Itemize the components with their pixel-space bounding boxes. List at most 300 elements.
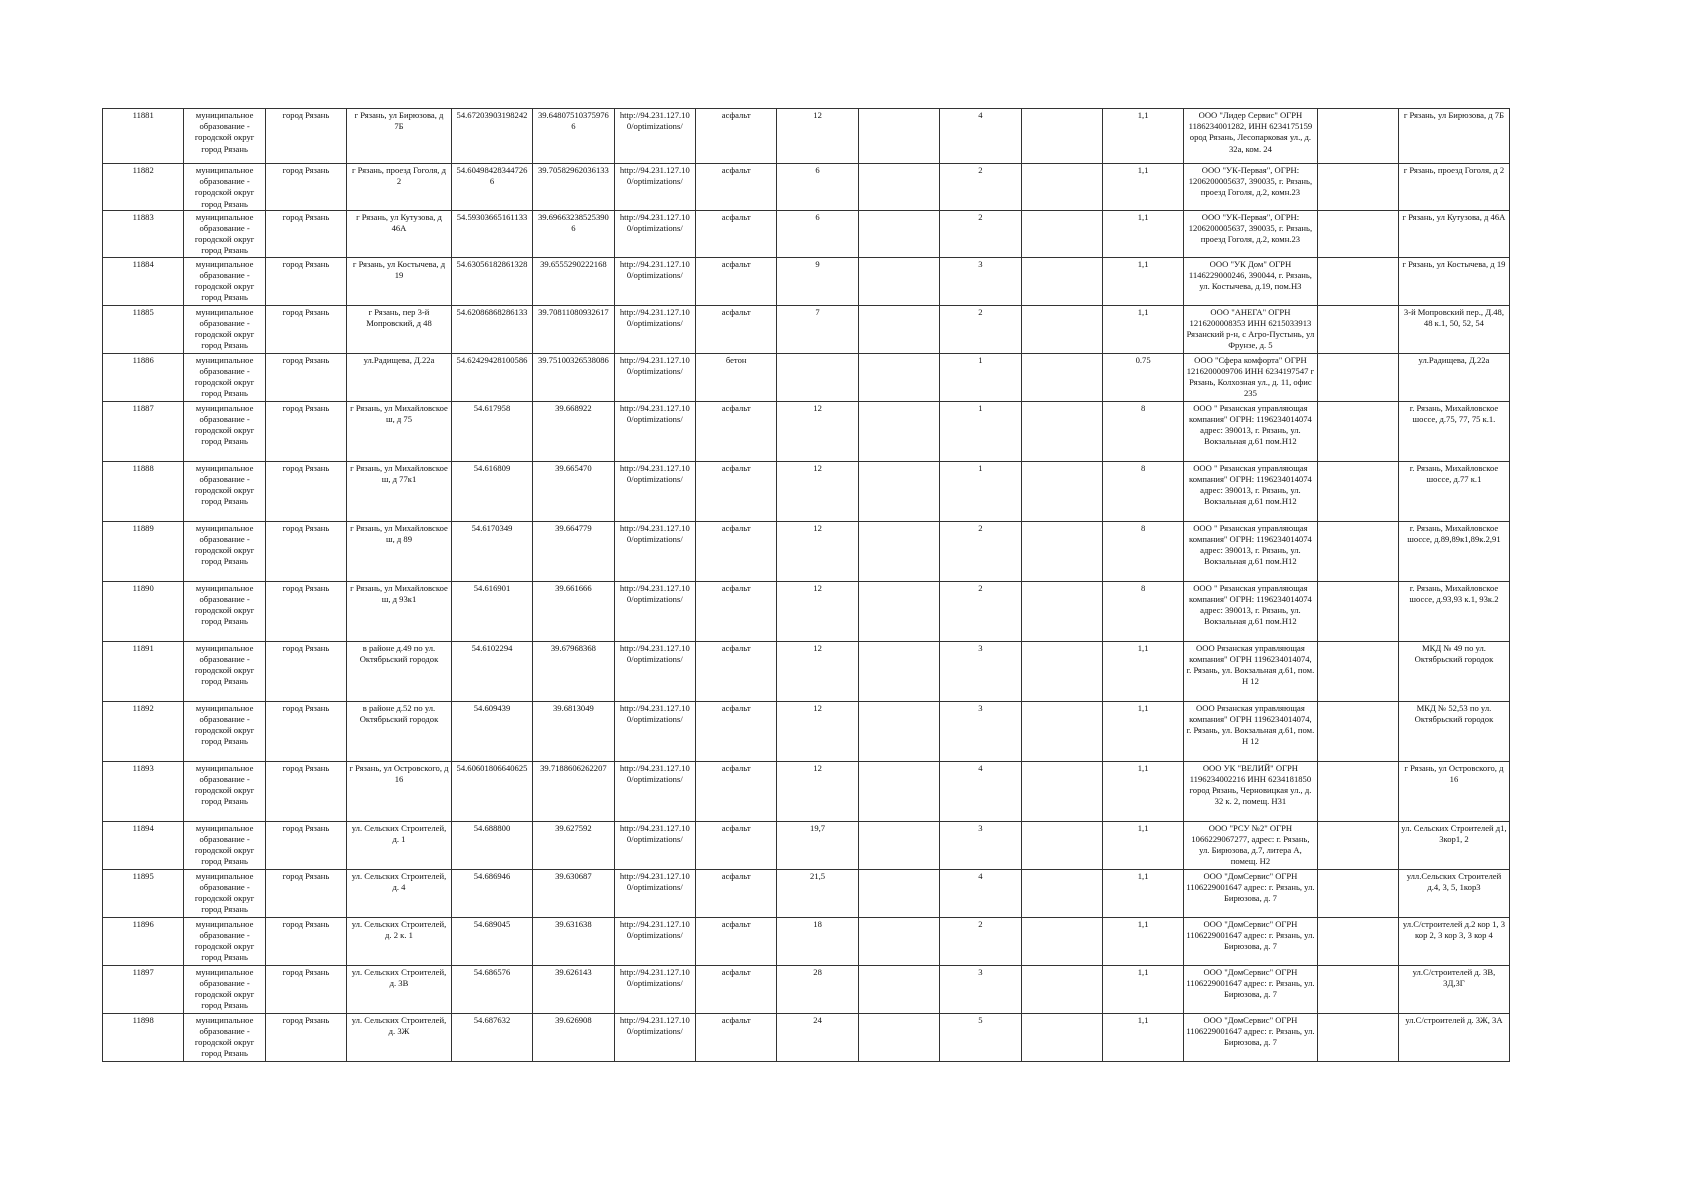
municipality-cell: муниципальное образование - городской округ город Рязань [184,641,265,701]
empty-cell [1021,257,1102,305]
organization-cell: ООО "АНЕГА" ОГРН 1216200008353 ИНН 6215033913 Рязанский р-н, с Агро-Пустынь, ул Фрунзе, д. 5 [1184,305,1317,353]
organization-cell: ООО "ДомСервис" ОГРН 1106229001647 адрес: г. Рязань, ул. Бирюзова, д. 7 [1184,965,1317,1013]
city-cell: город Рязань [265,257,346,305]
longitude-cell: 39.631638 [533,917,614,965]
city-cell: город Рязань [265,1013,346,1061]
latitude-cell: 54.688800 [451,821,532,869]
municipality-cell: муниципальное образование - городской округ город Рязань [184,461,265,521]
volume-cell: 8 [1102,521,1183,581]
address-cell: ул. Сельских Строителей, д. 4 [347,869,452,917]
url-cell: http://94.231.127.10 0/optimizations/ [614,1013,695,1061]
table-row [103,1013,1510,1061]
served-addresses-cell: г Рязань, ул Кутузова, д 46А [1398,210,1509,257]
container-count-cell: 2 [940,210,1021,257]
served-addresses-cell: г Рязань, ул Островского, д 16 [1398,761,1509,821]
surface-cell: асфальт [695,210,776,257]
volume-cell: 1,1 [1102,965,1183,1013]
served-addresses-cell: г. Рязань, Михайловское шоссе, д.75, 77, 75 к.1. [1398,401,1509,461]
container-count-cell: 4 [940,761,1021,821]
volume-cell: 1,1 [1102,305,1183,353]
longitude-cell: 39.665470 [533,461,614,521]
empty-cell [1317,305,1398,353]
latitude-cell: 54.686946 [451,869,532,917]
served-addresses-cell: МКД № 52,53 по ул. Октябрьский городок [1398,701,1509,761]
area-cell: 12 [777,461,858,521]
table-row [103,581,1510,641]
longitude-cell: 39.75100326538086 [533,353,614,401]
municipality-cell: муниципальное образование - городской округ город Рязань [184,210,265,257]
empty-cell [1317,401,1398,461]
empty-cell [858,761,939,821]
empty-cell [858,210,939,257]
city-cell: город Рязань [265,305,346,353]
volume-cell: 1,1 [1102,641,1183,701]
address-cell: г Рязань, ул Островского, д 16 [347,761,452,821]
longitude-cell: 39.626908 [533,1013,614,1061]
city-cell: город Рязань [265,164,346,211]
area-cell: 6 [777,210,858,257]
url-cell: http://94.231.127.10 0/optimizations/ [614,521,695,581]
area-cell: 18 [777,917,858,965]
empty-cell [1317,821,1398,869]
city-cell: город Рязань [265,641,346,701]
city-cell: город Рязань [265,917,346,965]
latitude-cell: 54.687632 [451,1013,532,1061]
container-count-cell: 1 [940,353,1021,401]
surface-cell: асфальт [695,641,776,701]
latitude-cell: 54.616901 [451,581,532,641]
empty-cell [1021,353,1102,401]
volume-cell: 1,1 [1102,869,1183,917]
row-number: 11889 [103,521,184,581]
table-row [103,257,1510,305]
organization-cell: ООО "ДомСервис" ОГРН 1106229001647 адрес: г. Рязань, ул. Бирюзова, д. 7 [1184,869,1317,917]
empty-cell [1021,164,1102,211]
city-cell: город Рязань [265,821,346,869]
row-number: 11882 [103,164,184,211]
served-addresses-cell: улл.Сельских Строителей д.4, 3, 5, 1кор3 [1398,869,1509,917]
city-cell: город Рязань [265,461,346,521]
surface-cell: асфальт [695,164,776,211]
served-addresses-cell: г Рязань, ул Костычева, д 19 [1398,257,1509,305]
municipality-cell: муниципальное образование - городской округ город Рязань [184,164,265,211]
empty-cell [1317,461,1398,521]
address-cell: г Рязань, ул Михайловское ш, д 75 [347,401,452,461]
city-cell: город Рязань [265,521,346,581]
table-row [103,305,1510,353]
container-count-cell: 1 [940,461,1021,521]
empty-cell [858,164,939,211]
city-cell: город Рязань [265,761,346,821]
empty-cell [1317,210,1398,257]
row-number: 11892 [103,701,184,761]
empty-cell [858,869,939,917]
row-number: 11888 [103,461,184,521]
table-body [103,109,1510,1062]
container-count-cell: 3 [940,701,1021,761]
empty-cell [858,461,939,521]
volume-cell: 0.75 [1102,353,1183,401]
longitude-cell: 39.70582962036133 [533,164,614,211]
volume-cell: 1,1 [1102,210,1183,257]
municipality-cell: муниципальное образование - городской округ город Рязань [184,353,265,401]
empty-cell [1021,821,1102,869]
empty-cell [858,109,939,164]
municipality-cell: муниципальное образование - городской округ город Рязань [184,109,265,164]
empty-cell [1021,109,1102,164]
address-cell: ул. Сельских Строителей, д. 3В [347,965,452,1013]
table-row [103,965,1510,1013]
container-count-cell: 3 [940,965,1021,1013]
latitude-cell: 54.60498428344726 6 [451,164,532,211]
address-cell: г Рязань, ул Бирюзова, д 7Б [347,109,452,164]
longitude-cell: 39.627592 [533,821,614,869]
area-cell: 6 [777,164,858,211]
empty-cell [858,353,939,401]
city-cell: город Рязань [265,210,346,257]
empty-cell [1317,641,1398,701]
surface-cell: асфальт [695,581,776,641]
row-number: 11886 [103,353,184,401]
organization-cell: ООО "УК-Первая", ОГРН: 1206200005637, 390035, г. Рязань, проезд Гоголя, д.2, комн.23 [1184,164,1317,211]
latitude-cell: 54.609439 [451,701,532,761]
surface-cell: асфальт [695,701,776,761]
municipality-cell: муниципальное образование - городской округ город Рязань [184,305,265,353]
row-number: 11897 [103,965,184,1013]
address-cell: ул. Сельских Строителей, д. 1 [347,821,452,869]
empty-cell [858,965,939,1013]
organization-cell: ООО "УК-Первая", ОГРН: 1206200005637, 390035, г. Рязань, проезд Гоголя, д.2, комн.23 [1184,210,1317,257]
url-cell: http://94.231.127.10 0/optimizations/ [614,210,695,257]
container-count-cell: 4 [940,109,1021,164]
served-addresses-cell: ул.С/строителей д. 3В, 3Д,3Г [1398,965,1509,1013]
empty-cell [1021,1013,1102,1061]
empty-cell [858,521,939,581]
table-row [103,701,1510,761]
surface-cell: асфальт [695,965,776,1013]
empty-cell [1317,1013,1398,1061]
empty-cell [1021,761,1102,821]
municipality-cell: муниципальное образование - городской округ город Рязань [184,965,265,1013]
area-cell: 12 [777,701,858,761]
volume-cell: 8 [1102,581,1183,641]
latitude-cell: 54.63056182861328 [451,257,532,305]
row-number: 11883 [103,210,184,257]
volume-cell: 8 [1102,401,1183,461]
table-row [103,917,1510,965]
area-cell: 12 [777,761,858,821]
empty-cell [1317,581,1398,641]
empty-cell [1317,257,1398,305]
empty-cell [1021,869,1102,917]
area-cell [777,353,858,401]
surface-cell: асфальт [695,257,776,305]
surface-cell: асфальт [695,1013,776,1061]
longitude-cell: 39.6813049 [533,701,614,761]
empty-cell [1021,641,1102,701]
served-addresses-cell: ул. Сельских Строителей д1, 3кор1, 2 [1398,821,1509,869]
empty-cell [1021,210,1102,257]
empty-cell [1317,164,1398,211]
longitude-cell: 39.664779 [533,521,614,581]
city-cell: город Рязань [265,401,346,461]
latitude-cell: 54.62429428100586 [451,353,532,401]
municipality-cell: муниципальное образование - городской округ город Рязань [184,1013,265,1061]
row-number: 11890 [103,581,184,641]
address-cell: в районе д.52 по ул. Октябрьский городок [347,701,452,761]
empty-cell [858,305,939,353]
row-number: 11894 [103,821,184,869]
container-count-cell: 2 [940,917,1021,965]
container-count-cell: 5 [940,1013,1021,1061]
municipality-cell: муниципальное образование - городской округ город Рязань [184,701,265,761]
row-number: 11887 [103,401,184,461]
address-cell: ул. Сельских Строителей, д. 2 к. 1 [347,917,452,965]
latitude-cell: 54.616809 [451,461,532,521]
container-count-cell: 2 [940,581,1021,641]
area-cell: 21,5 [777,869,858,917]
latitude-cell: 54.60601806640625 [451,761,532,821]
empty-cell [858,821,939,869]
served-addresses-cell: г Рязань, ул Бирюзова, д 7Б [1398,109,1509,164]
url-cell: http://94.231.127.10 0/optimizations/ [614,109,695,164]
area-cell: 12 [777,581,858,641]
empty-cell [1317,965,1398,1013]
organization-cell: ООО " Рязанская управляющая компания" ОГРН: 1196234014074 адрес: 390013, г. Рязань, ул. Вокзальная д.61 пом.Н12 [1184,581,1317,641]
containers-table [102,108,1510,1062]
container-count-cell: 2 [940,521,1021,581]
organization-cell: ООО Рязанская управляющая компания" ОГРН 1196234014074, г. Рязань, ул. Вокзальная д.61, пом. Н 12 [1184,641,1317,701]
city-cell: город Рязань [265,701,346,761]
organization-cell: ООО УК "ВЕЛИЙ" ОГРН 1196234002216 ИНН 6234181850 город Рязань, Черновицкая ул., д. 32 к. 2, помещ. Н31 [1184,761,1317,821]
longitude-cell: 39.64807510375976 6 [533,109,614,164]
container-count-cell: 3 [940,257,1021,305]
url-cell: http://94.231.127.10 0/optimizations/ [614,701,695,761]
latitude-cell: 54.59303665161133 [451,210,532,257]
url-cell: http://94.231.127.10 0/optimizations/ [614,461,695,521]
container-count-cell: 3 [940,641,1021,701]
row-number: 11891 [103,641,184,701]
latitude-cell: 54.617958 [451,401,532,461]
container-count-cell: 2 [940,164,1021,211]
table-row [103,353,1510,401]
city-cell: город Рязань [265,869,346,917]
latitude-cell: 54.689045 [451,917,532,965]
city-cell: город Рязань [265,965,346,1013]
surface-cell: асфальт [695,461,776,521]
url-cell: http://94.231.127.10 0/optimizations/ [614,917,695,965]
longitude-cell: 39.69663238525390 6 [533,210,614,257]
container-count-cell: 3 [940,821,1021,869]
volume-cell: 1,1 [1102,1013,1183,1061]
surface-cell: асфальт [695,761,776,821]
address-cell: г Рязань, пер 3-й Мопровский, д 48 [347,305,452,353]
surface-cell: асфальт [695,521,776,581]
area-cell: 28 [777,965,858,1013]
municipality-cell: муниципальное образование - городской округ город Рязань [184,581,265,641]
volume-cell: 1,1 [1102,821,1183,869]
url-cell: http://94.231.127.10 0/optimizations/ [614,761,695,821]
organization-cell: ООО "ДомСервис" ОГРН 1106229001647 адрес: г. Рязань, ул. Бирюзова, д. 7 [1184,1013,1317,1061]
url-cell: http://94.231.127.10 0/optimizations/ [614,965,695,1013]
row-number: 11885 [103,305,184,353]
served-addresses-cell: ул.Радищева, Д.22а [1398,353,1509,401]
empty-cell [858,917,939,965]
city-cell: город Рязань [265,353,346,401]
area-cell: 19,7 [777,821,858,869]
url-cell: http://94.231.127.10 0/optimizations/ [614,305,695,353]
address-cell: г Рязань, ул Михайловское ш, д 77к1 [347,461,452,521]
municipality-cell: муниципальное образование - городской округ город Рязань [184,869,265,917]
table-row [103,641,1510,701]
address-cell: г Рязань, проезд Гоголя, д 2 [347,164,452,211]
row-number: 11884 [103,257,184,305]
organization-cell: ООО "Лидер Сервис" ОГРН 1186234001282, ИНН 6234175159 ород Рязань, Лесопарковая ул., д. 32а, ком. 24 [1184,109,1317,164]
served-addresses-cell: г. Рязань, Михайловское шоссе, д.89,89к1,89к.2,91 [1398,521,1509,581]
volume-cell: 8 [1102,461,1183,521]
empty-cell [858,257,939,305]
empty-cell [1317,869,1398,917]
municipality-cell: муниципальное образование - городской округ город Рязань [184,917,265,965]
table-row [103,210,1510,257]
served-addresses-cell: 3-й Мопровский пер., Д.48, 48 к.1, 50, 52, 54 [1398,305,1509,353]
empty-cell [858,581,939,641]
volume-cell: 1,1 [1102,917,1183,965]
area-cell: 12 [777,521,858,581]
organization-cell: ООО "РСУ №2" ОГРН 1066229067277, адрес: г. Рязань, ул. Бирюзова, д.7, литера А, помещ. Н2 [1184,821,1317,869]
empty-cell [1317,917,1398,965]
area-cell: 12 [777,641,858,701]
table-row [103,461,1510,521]
surface-cell: асфальт [695,109,776,164]
empty-cell [1021,305,1102,353]
table-row [103,109,1510,164]
area-cell: 12 [777,109,858,164]
empty-cell [1317,701,1398,761]
longitude-cell: 39.70811080932617 [533,305,614,353]
organization-cell: ООО " Рязанская управляющая компания" ОГРН: 1196234014074 адрес: 390013, г. Рязань, ул. Вокзальная д.61 пом.Н12 [1184,461,1317,521]
row-number: 11896 [103,917,184,965]
url-cell: http://94.231.127.10 0/optimizations/ [614,164,695,211]
url-cell: http://94.231.127.10 0/optimizations/ [614,353,695,401]
empty-cell [1021,917,1102,965]
table-row [103,521,1510,581]
table-row [103,761,1510,821]
longitude-cell: 39.7188606262207 [533,761,614,821]
empty-cell [1021,581,1102,641]
area-cell: 7 [777,305,858,353]
area-cell: 24 [777,1013,858,1061]
empty-cell [1021,521,1102,581]
served-addresses-cell: г Рязань, проезд Гоголя, д 2 [1398,164,1509,211]
longitude-cell: 39.67968368 [533,641,614,701]
container-count-cell: 1 [940,401,1021,461]
volume-cell: 1,1 [1102,164,1183,211]
municipality-cell: муниципальное образование - городской округ город Рязань [184,257,265,305]
surface-cell: асфальт [695,821,776,869]
city-cell: город Рязань [265,109,346,164]
organization-cell: ООО "УК Дом" ОГРН 1146229000246, 390044, г. Рязань, ул. Костычева, д.19, пом.Н3 [1184,257,1317,305]
table-row [103,164,1510,211]
organization-cell: ООО Рязанская управляющая компания" ОГРН 1196234014074, г. Рязань, ул. Вокзальная д.61, пом. Н 12 [1184,701,1317,761]
municipality-cell: муниципальное образование - городской округ город Рязань [184,821,265,869]
empty-cell [1021,965,1102,1013]
organization-cell: ООО "ДомСервис" ОГРН 1106229001647 адрес: г. Рязань, ул. Бирюзова, д. 7 [1184,917,1317,965]
latitude-cell: 54.6102294 [451,641,532,701]
area-cell: 12 [777,401,858,461]
address-cell: ул.Радищева, Д.22а [347,353,452,401]
longitude-cell: 39.626143 [533,965,614,1013]
address-cell: г Рязань, ул Михайловское ш, д 89 [347,521,452,581]
surface-cell: асфальт [695,305,776,353]
address-cell: в районе д.49 по ул. Октябрьский городок [347,641,452,701]
latitude-cell: 54.62086868286133 [451,305,532,353]
url-cell: http://94.231.127.10 0/optimizations/ [614,641,695,701]
longitude-cell: 39.630687 [533,869,614,917]
municipality-cell: муниципальное образование - городской округ город Рязань [184,521,265,581]
surface-cell: асфальт [695,917,776,965]
organization-cell: ООО " Рязанская управляющая компания" ОГРН: 1196234014074 адрес: 390013, г. Рязань, ул. Вокзальная д.61 пом.Н12 [1184,401,1317,461]
municipality-cell: муниципальное образование - городской округ город Рязань [184,761,265,821]
area-cell: 9 [777,257,858,305]
surface-cell: асфальт [695,869,776,917]
served-addresses-cell: ул.С/строителей д. 3Ж, 3А [1398,1013,1509,1061]
latitude-cell: 54.686576 [451,965,532,1013]
surface-cell: асфальт [695,401,776,461]
table-row [103,869,1510,917]
empty-cell [1317,521,1398,581]
empty-cell [1021,461,1102,521]
empty-cell [1317,353,1398,401]
empty-cell [1021,401,1102,461]
url-cell: http://94.231.127.10 0/optimizations/ [614,401,695,461]
row-number: 11895 [103,869,184,917]
municipality-cell: муниципальное образование - городской округ город Рязань [184,401,265,461]
table-row [103,401,1510,461]
served-addresses-cell: ул.С/строителей д.2 кор 1, 3 кор 2, 3 кор 3, 3 кор 4 [1398,917,1509,965]
empty-cell [858,701,939,761]
empty-cell [1317,109,1398,164]
served-addresses-cell: г. Рязань, Михайловское шоссе, д.77 к.1 [1398,461,1509,521]
empty-cell [1021,701,1102,761]
empty-cell [1317,761,1398,821]
url-cell: http://94.231.127.10 0/optimizations/ [614,257,695,305]
address-cell: г Рязань, ул Кутузова, д 46А [347,210,452,257]
address-cell: г Рязань, ул Костычева, д 19 [347,257,452,305]
volume-cell: 1,1 [1102,109,1183,164]
volume-cell: 1,1 [1102,761,1183,821]
container-count-cell: 2 [940,305,1021,353]
served-addresses-cell: МКД № 49 по ул. Октябрьский городок [1398,641,1509,701]
url-cell: http://94.231.127.10 0/optimizations/ [614,869,695,917]
latitude-cell: 54.67203903198242 [451,109,532,164]
latitude-cell: 54.6170349 [451,521,532,581]
city-cell: город Рязань [265,581,346,641]
empty-cell [858,1013,939,1061]
longitude-cell: 39.6555290222168 [533,257,614,305]
empty-cell [858,401,939,461]
organization-cell: ООО "Сфера комфорта" ОГРН 1216200009706 ИНН 6234197547 г Рязань, Колхозная ул., д. 11, офис 235 [1184,353,1317,401]
longitude-cell: 39.668922 [533,401,614,461]
container-count-cell: 4 [940,869,1021,917]
row-number: 11893 [103,761,184,821]
volume-cell: 1,1 [1102,257,1183,305]
address-cell: ул. Сельских Строителей, д. 3Ж [347,1013,452,1061]
table-row [103,821,1510,869]
served-addresses-cell: г. Рязань, Михайловское шоссе, д.93,93 к.1, 93к.2 [1398,581,1509,641]
organization-cell: ООО " Рязанская управляющая компания" ОГРН: 1196234014074 адрес: 390013, г. Рязань, ул. Вокзальная д.61 пом.Н12 [1184,521,1317,581]
url-cell: http://94.231.127.10 0/optimizations/ [614,821,695,869]
